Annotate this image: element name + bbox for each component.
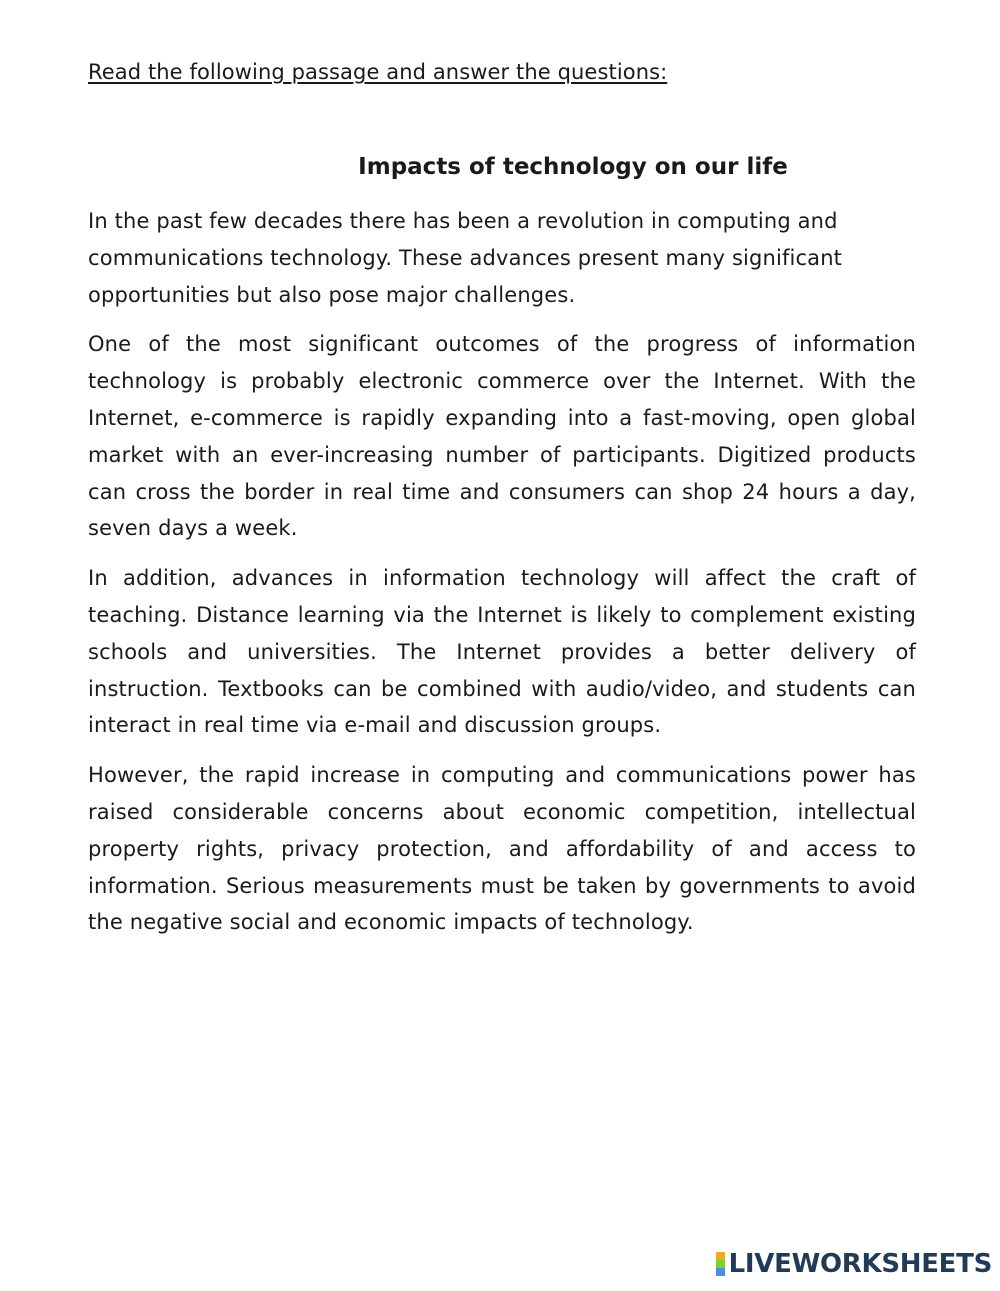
- instruction-text: Read the following passage and answer the questions:: [88, 60, 668, 84]
- passage-paragraph-4: However, the rapid increase in computing and communications power has raised considerable concerns about economic competition, intellectual property rights, privacy protection, and affordability of and access to information. Serious measurements must be taken by governments to avoid the negative social and economic impacts of technology.: [88, 763, 916, 935]
- liveworksheets-brand: [716, 1249, 992, 1279]
- logo-block-1: [716, 1252, 725, 1260]
- logo-block-2: [716, 1260, 725, 1268]
- passage-paragraph-1: In the past few decades there has been a revolution in computing and communications technology. These advances present many significant opportunities but also pose major challenges.: [88, 209, 843, 307]
- passage-title: Impacts of technology on our life: [358, 154, 788, 180]
- passage-paragraph-3: In addition, advances in information technology will affect the craft of teaching. Distance learning via the Internet is likely to complement existing schools and universities. The Internet provides a better delivery of instruction. Textbooks can be combined with audio/video, and students can interact in real time via e-mail and discussion groups.: [88, 566, 916, 738]
- passage-paragraph-2: One of the most significant outcomes of the progress of information technology is probably electronic commerce over the Internet. With the Internet, e-commerce is rapidly expanding into a fast-moving, open global market with an ever-increasing number of participants. Digitized products can cross the border in real time and consumers can shop 24 hours a day, seven days a week.: [88, 332, 916, 541]
- brand-name: LIVEWORKSHEETS: [728, 1249, 992, 1279]
- logo-block-3: [716, 1268, 725, 1276]
- passage-body: [88, 203, 916, 954]
- liveworksheets-logo-icon: [716, 1252, 725, 1276]
